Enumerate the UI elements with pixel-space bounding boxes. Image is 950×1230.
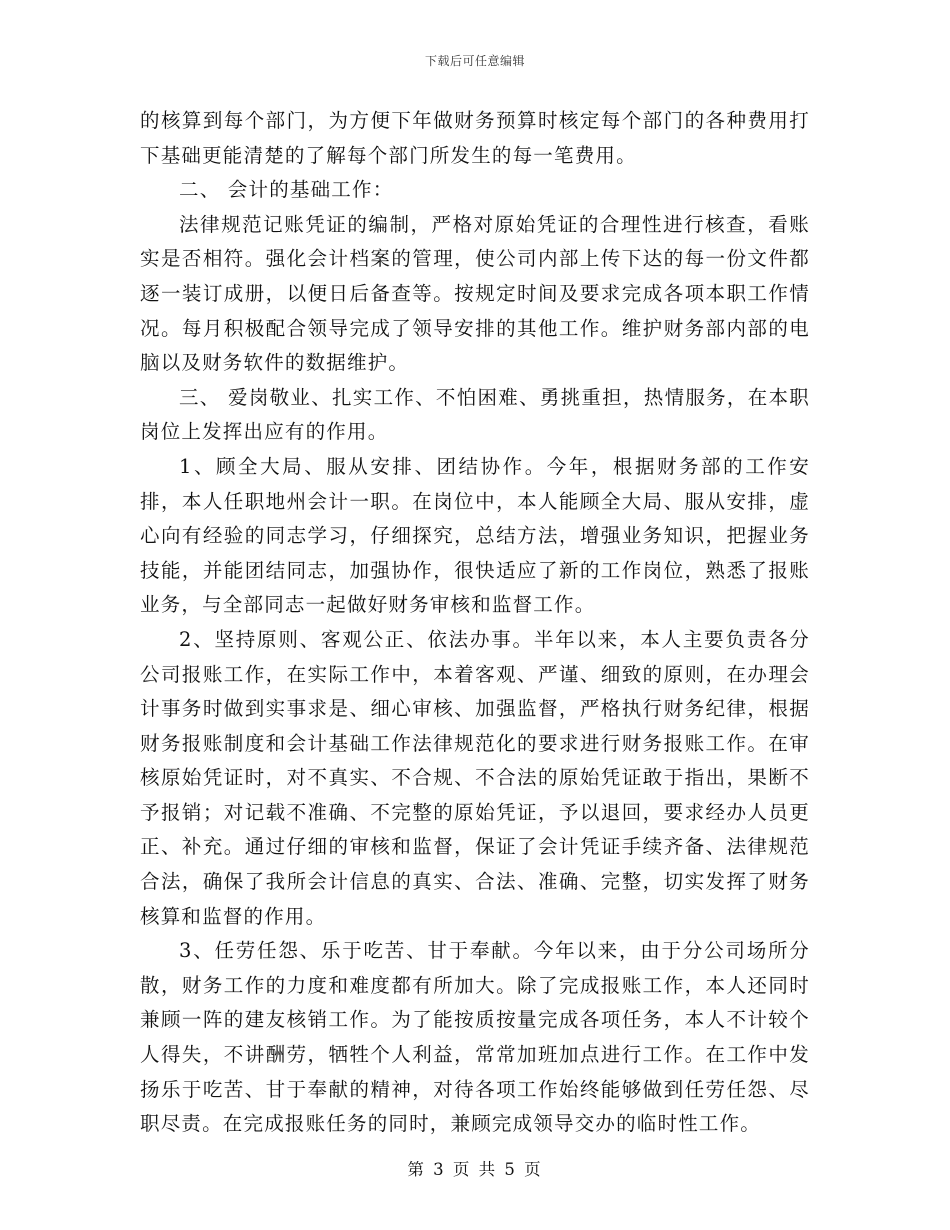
paragraph: 1、顾全大局、服从安排、团结协作。今年，根据财务部的工作安排，本人任职地州会计一职。在岗位中，本人能顾全大局、服从安排，虚心向有经验的同志学习，仔细探究，总结方法，增强业务知识，把握业务技能，并能团结同志，加强协作，很快适应了新的工作岗位，熟悉了报账业务，与全部同志一起做好财务审核和监督工作。 (140, 454, 810, 617)
section-heading: 二、 会计的基础工作： (179, 178, 394, 202)
document-body (140, 104, 810, 1142)
paragraph: 的核算到每个部门，为方便下年做财务预算时核定每个部门的各种费用打下基础更能清楚的了解每个部门所发生的每一笔费用。 (140, 109, 810, 167)
paragraph: 2、坚持原则、客观公正、依法办事。半年以来，本人主要负责各分公司报账工作，在实际工作中，本着客观、严谨、细致的原则，在办理会计事务时做到实事求是、细心审核、加强监督，严格执行财务纪律，根据财务报账制度和会计基础工作法律规范化的要求进行财务报账工作。在审核原始凭证时，对不真实、不合规、不合法的原始凭证敢于指出，果断不予报销；对记载不准确、不完整的原始凭证，予以退回，要求经办人员更正、补充。通过仔细的审核和监督，保证了会计凭证手续齐备、法律规范合法，确保了我所会计信息的真实、合法、准确、完整，切实发挥了财务核算和监督的作用。 (140, 627, 810, 928)
paragraph: 3、任劳任怨、乐于吃苦、甘于奉献。今年以来，由于分公司场所分散，财务工作的力度和难度都有所加大。除了完成报账工作，本人还同时兼顾一阵的建友核销工作。为了能按质按量完成各项任务，本人不计较个人得失，不讲酬劳，牺牲个人利益，常常加班加点进行工作。在工作中发扬乐于吃苦、甘于奉献的精神，对待各项工作始终能够做到任劳任怨、尽职尽责。在完成报账任务的同时，兼顾完成领导交办的临时性工作。 (140, 939, 810, 1136)
page-header: 下载后可任意编辑 (424, 54, 525, 68)
section-heading: 三、 爱岗敬业、扎实工作、不怕困难、勇挑重担，热情服务，在本职岗位上发挥出应有的作用。 (140, 385, 810, 444)
page-footer: 第 3 页 共 5 页 (407, 1160, 543, 1179)
paragraph: 法律规范记账凭证的编制，严格对原始凭证的合理性进行核查，看账实是否相符。强化会计档案的管理，使公司内部上传下达的每一份文件都逐一装订成册，以便日后备查等。按规定时间及要求完成各项本职工作情况。每月积极配合领导完成了领导安排的其他工作。维护财务部内部的电脑以及财务软件的数据维护。 (140, 212, 810, 375)
